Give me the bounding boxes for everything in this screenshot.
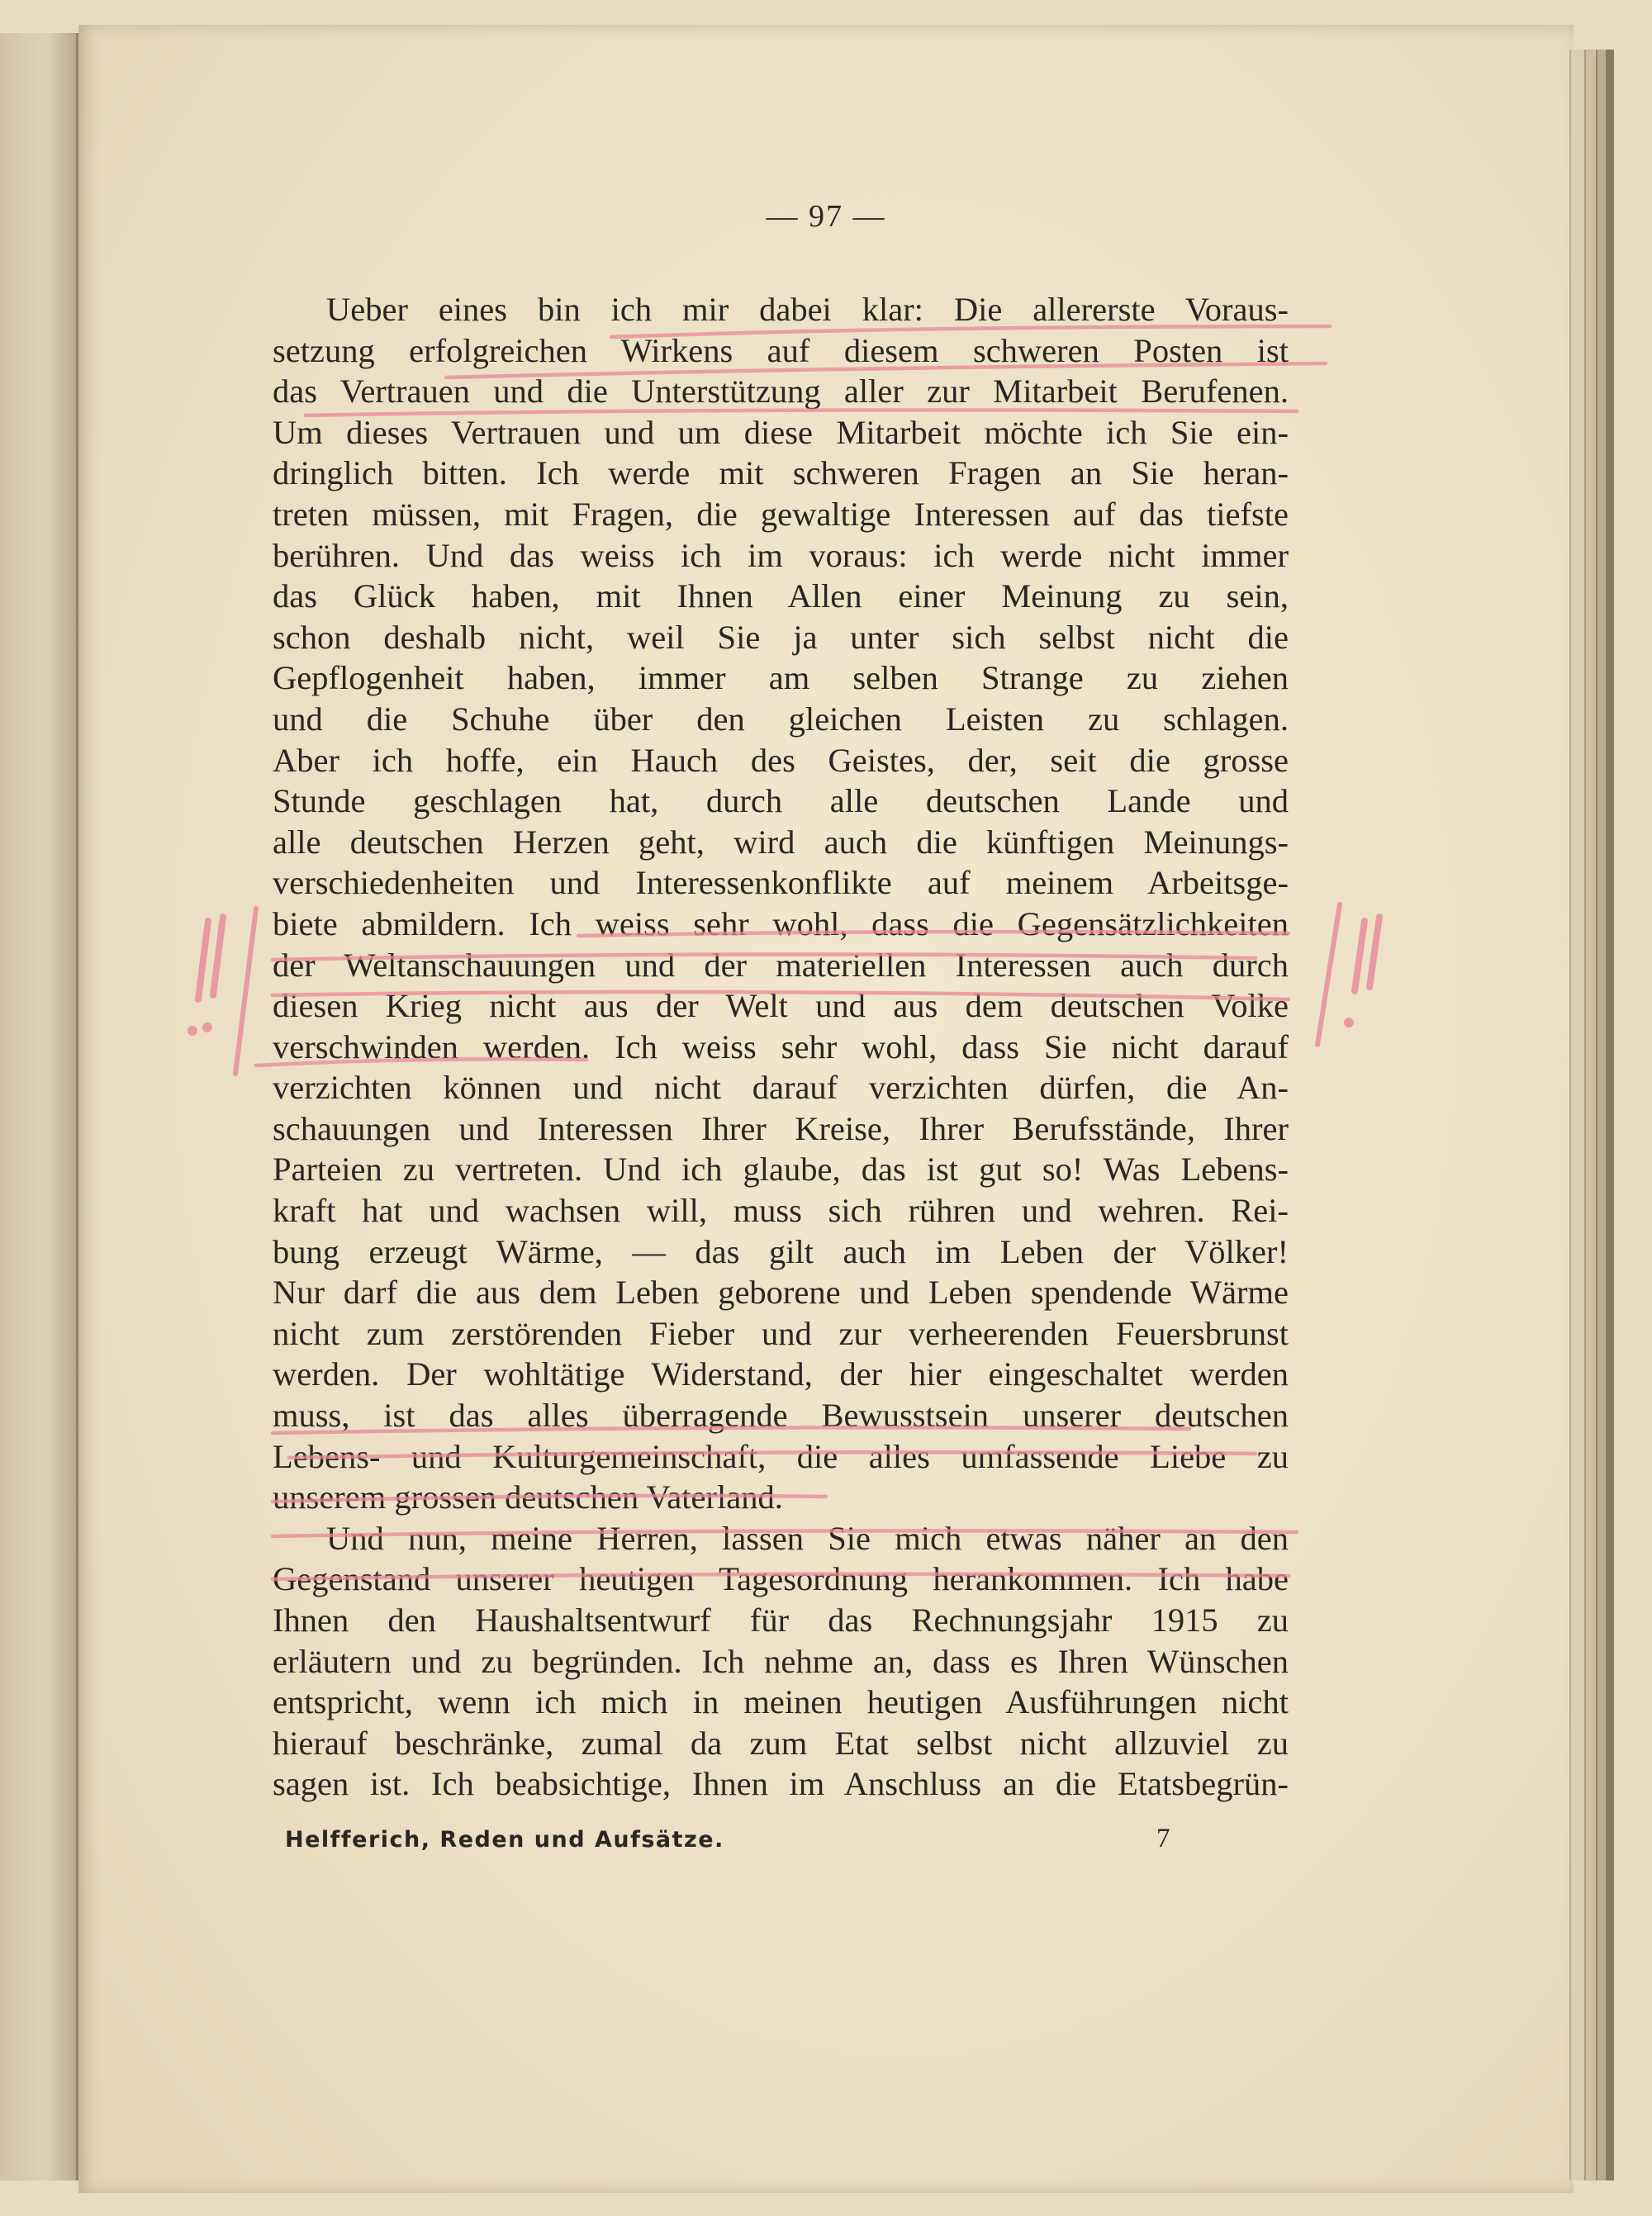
text-line: verschiedenheiten und Interessenkonflikte auf meinem Arbeitsge- [273, 864, 1289, 902]
facing-page-edge [0, 33, 78, 2180]
text-line: Um dieses Vertrauen und um diese Mitarbeit möchte ich Sie ein- [273, 413, 1289, 451]
text-line: biete abmildern. Ich weiss sehr wohl, dass die Gegensätzlichkeiten [273, 904, 1289, 942]
text-line: muss, ist das alles überragende Bewusstsein unserer deutschen [273, 1397, 1289, 1435]
text-line: und die Schuhe über den gleichen Leisten zu schlagen. [273, 700, 1289, 738]
text-line: Ihnen den Haushaltsentwurf für das Rechnungsjahr 1915 zu [273, 1601, 1289, 1639]
text-line: sagen ist. Ich beabsichtige, Ihnen im Anschluss an die Etatsbegrün- [273, 1765, 1289, 1803]
text-line: diesen Krieg nicht aus der Welt und aus dem deutschen Volke [273, 987, 1289, 1025]
text-line: alle deutschen Herzen geht, wird auch die künftigen Meinungs- [273, 823, 1289, 861]
text-line: Stunde geschlagen hat, durch alle deutschen Lande und [273, 782, 1289, 820]
text-line: der Weltanschauungen und der materiellen Interessen auch durch [273, 946, 1289, 984]
page-stack-edge [1569, 50, 1586, 2180]
text-line: Parteien zu vertreten. Und ich glaube, das ist gut so! Was Lebens- [273, 1151, 1289, 1189]
text-line: werden. Der wohltätige Widerstand, der hier eingeschaltet werden [273, 1355, 1289, 1393]
text-line: Gepflogenheit haben, immer am selben Strange zu ziehen [273, 659, 1289, 697]
text-line: das Glück haben, mit Ihnen Allen einer Meinung zu sein, [273, 577, 1289, 615]
footer-sheet-number: 7 [1156, 1824, 1170, 1853]
text-line: erläutern und zu begründen. Ich nehme an, dass es Ihren Wünschen [273, 1642, 1289, 1680]
text-line: schon deshalb nicht, weil Sie ja unter sich selbst nicht die [273, 618, 1289, 656]
text-line: Gegenstand unserer heutigen Tagesordnung herankommen. Ich habe [273, 1560, 1289, 1598]
text-line: nicht zum zerstörenden Fieber und zur verheerenden Feuersbrunst [273, 1314, 1289, 1352]
body-text [273, 289, 1289, 1805]
text-line: Nur darf die aus dem Leben geborene und Leben spendende Wärme [273, 1274, 1289, 1312]
text-line: das Vertrauen und die Unterstützung aller zur Mitarbeit Berufenen. [273, 372, 1289, 410]
text-line: berühren. Und das weiss ich im voraus: ich werde nicht immer [273, 536, 1289, 574]
text-line: Lebens- und Kulturgemeinschaft, die alles umfassende Liebe zu [273, 1437, 1289, 1475]
book-cover-edge [1606, 50, 1614, 2180]
text-line: entspricht, wenn ich mich in meinen heutigen Ausführungen nicht [273, 1683, 1289, 1721]
text-line: Und nun, meine Herren, lassen Sie mich etwas näher an den [326, 1519, 1289, 1557]
text-line: Aber ich hoffe, ein Hauch des Geistes, der, seit die grosse [273, 741, 1289, 779]
text-line: verschwinden werden. Ich weiss sehr wohl, dass Sie nicht darauf [273, 1027, 1289, 1065]
text-line: treten müssen, mit Fragen, die gewaltige Interessen auf das tiefste [273, 495, 1289, 533]
text-line: hierauf beschränke, zumal da zum Etat selbst nicht allzuviel zu [273, 1724, 1289, 1762]
text-line: unserem grossen deutschen Vaterland. [273, 1478, 783, 1516]
text-line: verzichten können und nicht darauf verzichten dürfen, die An- [273, 1069, 1289, 1107]
text-line: dringlich bitten. Ich werde mit schweren Fragen an Sie heran- [273, 454, 1289, 492]
text-line: setzung erfolgreichen Wirkens auf diesem schweren Posten ist [273, 331, 1289, 369]
text-line: kraft hat und wachsen will, muss sich rühren und wehren. Rei- [273, 1192, 1289, 1230]
text-line: schauungen und Interessen Ihrer Kreise, Ihrer Berufsstände, Ihrer [273, 1109, 1289, 1147]
page-number-header: — 97 — [766, 199, 886, 234]
text-line: Ueber eines bin ich mir dabei klar: Die allererste Voraus- [326, 291, 1289, 328]
text-line: bung erzeugt Wärme, — das gilt auch im Leben der Völker! [273, 1232, 1289, 1270]
footer-signature: Helfferich, Reden und Aufsätze. [285, 1827, 724, 1853]
